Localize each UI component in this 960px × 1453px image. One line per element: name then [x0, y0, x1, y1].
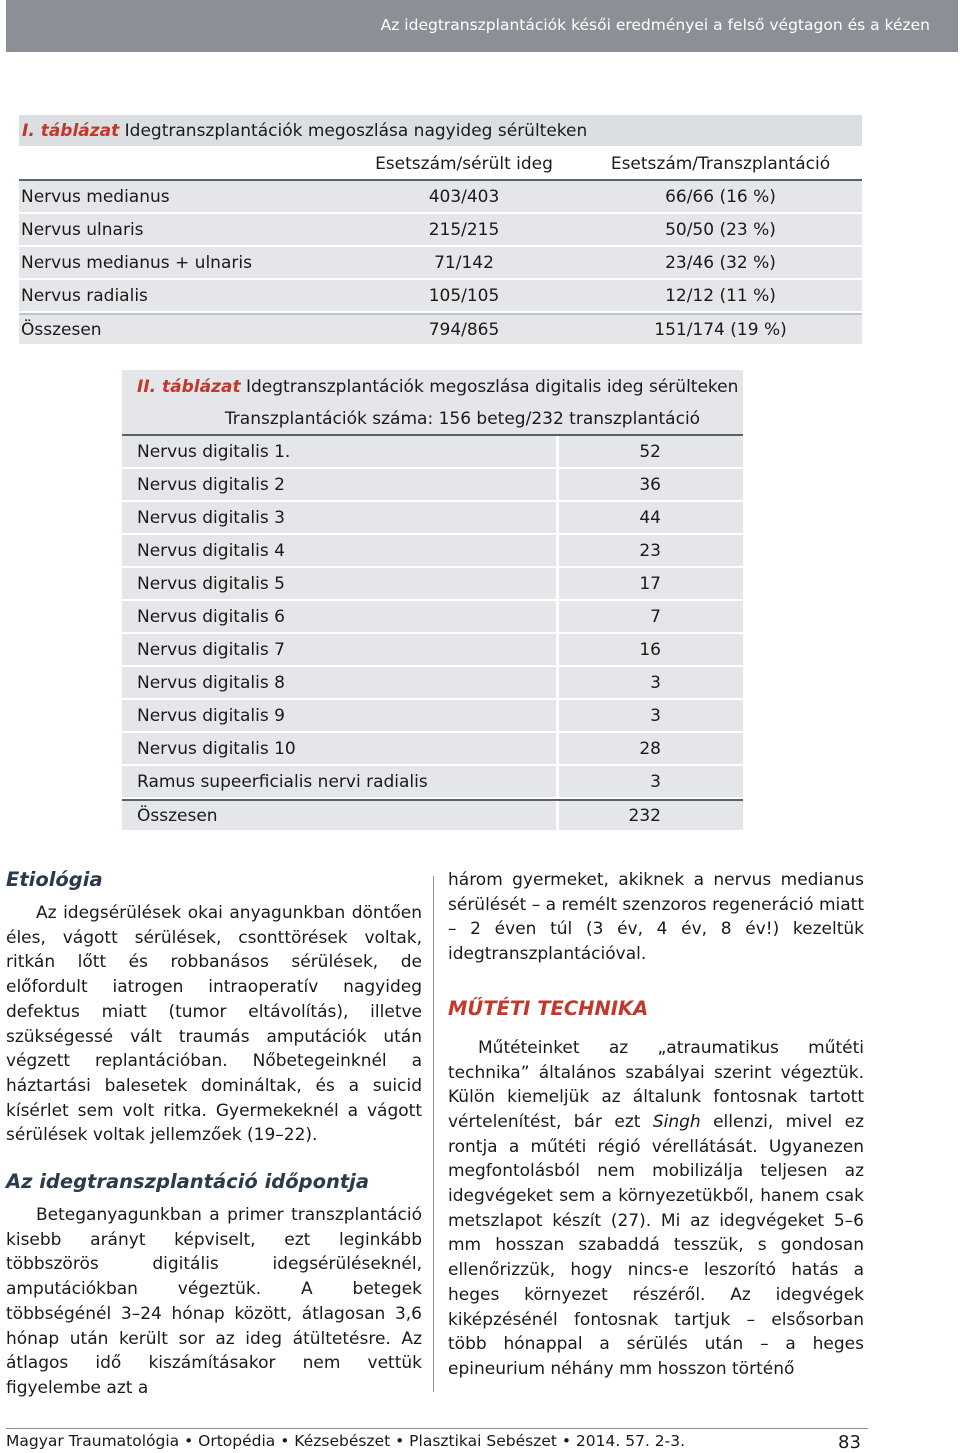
table-row — [122, 601, 743, 634]
row-label: Nervus digitalis 9 — [122, 700, 559, 731]
row-value: 16 — [639, 639, 661, 660]
row-label: Ramus supeerficialis nervi radialis — [122, 766, 559, 797]
row-value: 3 — [650, 705, 661, 726]
technique-text: ellenzi, mivel ez rontja a műtéti régió vérellátását. Ugyanezen megfontolásból nem mobilizálja teljesen az idegvégeket sem a környezetükből, hanem csak metszlapot készít (27). Mi az idegvégeket 5–6 mm hosszan szabaddá tesszük, s gondosan ellenőrizzük, hogy nincs-e leszorító hatás a heges környezet részéről. Az idegvégek kiképzésénél fontosnak tartjuk – elsősorban több hónappal a sérülés után – a heges epineurium néhány mm hosszon történő — [448, 1111, 864, 1379]
technique-text: Műtéteinket az „atraumatikus műtéti technika” általános szabályai szerint végeztük. Külön kiemeljük az általunk fontosnak tartott vértelenítést, bár ezt — [448, 1037, 864, 1132]
table-2-header-text: Transzplantációk száma: 156 beteg/232 transzplantáció — [224, 408, 701, 429]
running-header — [6, 0, 958, 52]
footer-rule — [6, 1428, 868, 1429]
total-label: Összesen — [122, 801, 559, 830]
table-1-header — [19, 148, 862, 181]
table-row — [122, 502, 743, 535]
column-divider — [433, 876, 434, 1392]
author-name: Singh — [652, 1111, 701, 1132]
timing-paragraph: Beteganyagunkban a primer transzplantáció kisebb arányt képviselt, ezt leginkább többszörös digitális idegsérüléseknél, amputációkban végeztük. A betegek többségénél 3–24 hónap között, átlagosan 3,6 hónap után került sor az ideg átültetésre. Az átlagos idő kiszámításakor nem vettük figyelembe azt a — [6, 1205, 422, 1398]
row-value: 3 — [650, 672, 661, 693]
row-label: Nervus digitalis 7 — [122, 634, 559, 665]
table-1 — [19, 115, 862, 346]
row-label: Nervus radialis — [21, 285, 148, 306]
technique-paragraph — [448, 1036, 864, 1382]
row-value: 3 — [650, 771, 661, 792]
table-row — [122, 436, 743, 469]
table-row — [122, 469, 743, 502]
table-row — [122, 766, 743, 799]
left-column — [6, 868, 422, 1423]
table-row — [19, 280, 862, 313]
row-label: Nervus ulnaris — [21, 219, 144, 240]
table-row — [19, 181, 862, 214]
row-label: Nervus digitalis 1. — [122, 436, 559, 467]
table-row — [122, 700, 743, 733]
table-1-number: I. táblázat — [22, 120, 120, 141]
running-title: Az idegtranszplantációk késői eredményei a felső végtagon és a kézen — [380, 16, 930, 34]
row-value: 23 — [639, 540, 661, 561]
row-value: 52 — [639, 441, 661, 462]
table-row — [122, 667, 743, 700]
table-row — [19, 214, 862, 247]
row-value: 36 — [639, 474, 661, 495]
journal-footer: Magyar Traumatológia • Ortopédia • Kézsebészet • Plasztikai Sebészet • 2014. 57. 2-3. — [6, 1432, 686, 1450]
row-label: Nervus medianus — [21, 186, 170, 207]
total-value: 794/865 — [428, 319, 500, 340]
table-row — [122, 733, 743, 766]
row-label: Nervus digitalis 6 — [122, 601, 559, 632]
row-value: 50/50 (23 %) — [665, 219, 776, 240]
total-value: 151/174 (19 %) — [654, 319, 787, 340]
table-2-total-row — [122, 799, 743, 832]
row-value: 66/66 (16 %) — [665, 186, 776, 207]
row-value: 7 — [650, 606, 661, 627]
row-value: 28 — [639, 738, 661, 759]
table-2-title: Idegtranszplantációk megoszlása digitalis ideg sérülteken — [240, 376, 739, 397]
etiology-paragraph: Az idegsérülések okai anyagunkban döntően éles, vágott sérülések, csonttörések voltak, ritkán lőtt és robbanásos sérülések, de előfordult iatrogen intraoperatív nagyideg defektus miatt (tumor eltávolítás), illetve szükségessé vált traumás amputációk után végzett replantációban. Nőbetegeinknél a háztartási balesetek domináltak, és a suicid kísérlet sem volt ritka. Gyermekeknél a vágott sérülések voltak jellemzőek (19–22). — [6, 903, 422, 1146]
table-2-header — [122, 403, 743, 436]
total-label: Összesen — [21, 319, 102, 340]
row-value: 17 — [639, 573, 661, 594]
table-row — [122, 634, 743, 667]
row-label: Nervus digitalis 10 — [122, 733, 559, 764]
right-column — [448, 868, 864, 1404]
row-label: Nervus digitalis 8 — [122, 667, 559, 698]
page-number: 83 — [838, 1432, 861, 1453]
row-label: Nervus medianus + ulnaris — [21, 252, 252, 273]
table-1-col3-header: Esetszám/Transzplantáció — [610, 153, 831, 174]
row-value: 403/403 — [428, 186, 500, 207]
table-row — [19, 247, 862, 280]
row-label: Nervus digitalis 2 — [122, 469, 559, 500]
table-row — [122, 568, 743, 601]
table-2-caption — [122, 370, 743, 403]
table-row — [122, 535, 743, 568]
row-value: 12/12 (11 %) — [665, 285, 776, 306]
timing-heading: Az idegtranszplantáció időpontja — [6, 1170, 370, 1194]
total-value: 232 — [628, 805, 661, 826]
table-2-number: II. táblázat — [137, 376, 241, 397]
row-label: Nervus digitalis 3 — [122, 502, 559, 533]
table-1-total-row — [19, 313, 862, 346]
table-1-title: Idegtranszplantációk megoszlása nagyideg sérülteken — [119, 120, 588, 141]
continued-paragraph: három gyermeket, akiknek a nervus medianus sérülését – a remélt szenzoros regeneráció miatt – 2 éven túl (3 év, 4 év, 8 év!) kezeltük idegtranszplantációval. — [448, 870, 864, 965]
table-1-caption — [19, 115, 862, 148]
row-value: 23/46 (32 %) — [665, 252, 776, 273]
row-value: 71/142 — [434, 252, 494, 273]
etiology-heading: Etiológia — [6, 868, 103, 891]
row-value: 105/105 — [428, 285, 500, 306]
row-value: 215/215 — [428, 219, 500, 240]
row-value: 44 — [639, 507, 661, 528]
row-label: Nervus digitalis 4 — [122, 535, 559, 566]
table-1-col2-header: Esetszám/sérült ideg — [375, 153, 553, 174]
technique-heading: MŰTÉTI TECHNIKA — [448, 996, 649, 1020]
row-label: Nervus digitalis 5 — [122, 568, 559, 599]
table-2 — [122, 370, 743, 832]
